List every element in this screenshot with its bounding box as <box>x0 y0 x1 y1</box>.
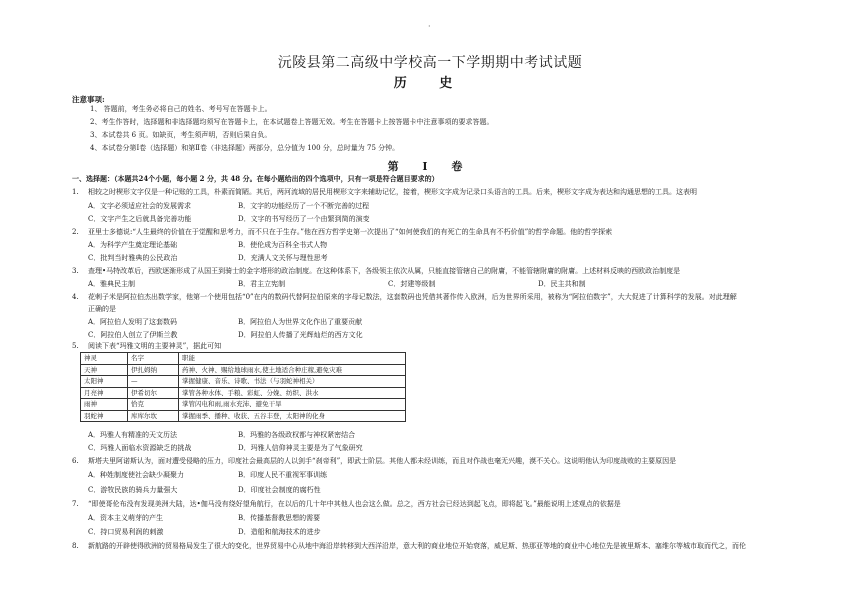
question-stem: 查理•马特改革后，西欧逐渐形成了从国王到骑士的金字塔形的政治制度。在这种体系下，各级领主依次从属，只能直接管辖自己的附庸，不能管辖附庸的附庸。上述材料反映的西欧政治制度是 <box>88 267 681 275</box>
question-number: 3. <box>72 267 79 275</box>
maya-gods-table <box>80 352 406 422</box>
column-header: 神灵 <box>81 353 128 365</box>
question-number: 6. <box>72 457 79 465</box>
question-6 <box>72 456 676 466</box>
table-cell: 伊扎姆纳 <box>128 364 179 376</box>
question-number: 5. <box>72 342 79 350</box>
notice-item: 2、考生作答时，选择题和非选择题均须写在答题卡上，在本试题卷上答题无效。考生在答题卡上按答题卡中注意事项的要求答题。 <box>90 118 494 126</box>
volume-heading: 第 Ⅰ 卷 <box>387 160 473 173</box>
option-d: D．民主共和制 <box>538 280 586 288</box>
subject-heading: 历 史 <box>393 76 467 91</box>
option-d: D．阿拉伯人传播了光辉灿烂的西方文化 <box>238 331 363 339</box>
table-cell: 羽蛇神 <box>81 410 128 422</box>
question-number: 1. <box>72 188 79 196</box>
question-2 <box>72 227 612 237</box>
option-c: C．批判当时雅典的公民政治 <box>88 254 178 262</box>
option-b: B．阿拉伯人为世界文化作出了重要贡献 <box>238 318 363 326</box>
exam-title: 沅陵县第二高级中学校高一下学期期中考试试题 <box>277 55 583 71</box>
question-stem: 新航路的开辟使得欧洲的贸易格局发生了很大的变化，世界贸易中心从地中海沿岸转移到大西洋沿岸，意大利的商业地位开始衰落，威尼斯、热那亚等地的商业中心地位先是被里斯本、塞维尔等城市取而代之，而伦 <box>88 542 746 550</box>
question-number: 7. <box>72 500 79 508</box>
question-stem: 亚里士多德说:“人生最终的价值在于觉醒和思考力，而不只在于生存。”他在西方哲学史第一次提出了“如何使我们的有死亡的生命具有不朽价值”的哲学命题。他的哲学探索 <box>88 228 613 236</box>
option-b: B．君主立宪制 <box>238 280 286 288</box>
option-b: B．使伦成为百科全书式人物 <box>238 241 328 249</box>
option-c: C．玛雅人面临水资源缺乏的挑战 <box>88 444 192 452</box>
table-header-row <box>81 353 406 365</box>
option-d: D．印度社会制度的腐朽性 <box>238 486 321 494</box>
section-heading: 一、选择题：（本题共24个小题，每小题 2 分，共 48 分。在每小题给出的四个选项中，只有一项是符合题目要求的） <box>72 174 439 183</box>
question-8 <box>72 541 746 551</box>
table-row <box>81 410 406 422</box>
option-c: C．文字产生之后就具备完善功能 <box>88 215 192 223</box>
notice-item: 1、 答题前，考生务必将自己的姓名、考号写在答题卡上。 <box>90 105 272 113</box>
table-cell: 掌管各种水体、手粮、彩虹、分娩、纺织、洪水 <box>179 387 406 399</box>
option-c: C．游牧民族的骑兵力量强大 <box>88 486 178 494</box>
option-b: B．印度人民不重视军事训练 <box>238 471 328 479</box>
option-b: B．文字的功能经历了一个不断完善的过程 <box>238 202 370 210</box>
question-number: 8. <box>72 542 79 550</box>
option-a: A．为科学产生奠定理论基础 <box>88 241 178 249</box>
question-stem: 斯塔夫里阿诺斯认为，面对遭受侵略的压力，印度社会最高层的人以剑手“刹帝利”，即武士阶层。其他人都未经训练，而且对作战也毫无兴趣，漠不关心。这说明他认为印度战败的主要原因是 <box>88 457 677 465</box>
column-header: 名字 <box>128 353 179 365</box>
question-stem: 阅读下表“玛雅文明的主要神灵”，据此可知 <box>88 342 222 350</box>
table-row <box>81 387 406 399</box>
table-cell: 掌握健康、音乐、诗歌、书法（与羽蛇神相关） <box>179 376 406 388</box>
table-row <box>81 364 406 376</box>
option-a: A．雅典民主制 <box>88 280 136 288</box>
notice-item: 4、本试卷分第Ⅰ卷（选择题）和第Ⅱ卷（非选择题）两部分，总分值为 100 分，总时量为 75 分钟。 <box>90 144 400 152</box>
option-a: A．阿拉伯人发明了这套数码 <box>88 318 178 326</box>
question-number: 2. <box>72 228 79 236</box>
notice-item: 3、本试卷共 6 页。如缺页，考生须声明，否则后果自负。 <box>90 131 272 139</box>
table-row <box>81 376 406 388</box>
option-d: D．充满人文关怀与理性思考 <box>238 254 328 262</box>
table-cell: 掌管闪电和雨,雨水充沛、避免干旱 <box>179 399 406 411</box>
question-7 <box>72 499 621 509</box>
table-row <box>81 399 406 411</box>
option-d: D．文字的书写经历了一个由繁到简的演变 <box>238 215 370 223</box>
option-a: A．文字必须适应社会的发展需求 <box>88 202 192 210</box>
question-5 <box>72 341 221 351</box>
notice-heading: 注意事项: <box>72 95 105 104</box>
table-cell: 药神、火神、赐给地球雨水,使土地适合种庄稼,避免灾难 <box>179 364 406 376</box>
question-stem-continued: 正确的是 <box>88 305 116 313</box>
column-header: 职能 <box>179 353 406 365</box>
table-cell: 太阳神 <box>81 376 128 388</box>
table-cell: 月亮神 <box>81 387 128 399</box>
table-cell: 伊希切尔 <box>128 387 179 399</box>
question-stem: 花剌子米是阿拉伯杰出数学家，他第一个使用包括“0”在内的数码代替阿拉伯原来的字母记数法，这套数码也凭借其著作传入欧洲，后为世界所采用，被称为“阿拉伯数字”，大大促进了计算科学的发展。对此理解 <box>88 293 737 301</box>
question-stem: 相较之时楔形文字仅是一种记账的工具，朴素而简陋。其后，两河流域的居民用楔形文字来辅助记忆，接着，楔形文字成为记录口头语言的工具。后来，楔形文字成为表达和沟通思想的工具。这表明 <box>88 188 697 196</box>
question-4 <box>72 292 737 302</box>
table-cell: 恰克 <box>128 399 179 411</box>
question-number: 4. <box>72 293 79 301</box>
question-3 <box>72 266 680 276</box>
option-b: B．传播基督教思想的需要 <box>238 514 321 522</box>
table-cell: 天神 <box>81 364 128 376</box>
option-a: A．玛雅人有精准的天文历法 <box>88 431 178 439</box>
option-d: D．玛雅人信仰神灵主要是为了气象研究 <box>238 444 363 452</box>
option-c: C．阿拉伯人创立了伊斯兰教 <box>88 331 178 339</box>
table-cell: 库库尔坎 <box>128 410 179 422</box>
question-1 <box>72 187 697 197</box>
table-cell: 掌握雨季、播种、收获、五谷丰登，太阳神的化身 <box>179 410 406 422</box>
table-cell: — <box>128 376 179 388</box>
table-cell: 雨神 <box>81 399 128 411</box>
option-a: A．资本主义萌芽的产生 <box>88 514 164 522</box>
question-stem: “即使哥伦布没有发现美洲大陆，达•伽马没有绕好望角航行，在以后的几十年中其他人也会这么做。总之，西方社会已经达到起飞点，即将起飞。”最能说明上述观点的依据是 <box>88 500 621 508</box>
option-d: D．造船和航海技术的进步 <box>238 528 321 536</box>
option-c: C．封建等级制 <box>388 280 436 288</box>
option-b: B．玛雅的各级政权都与神权紧密结合 <box>238 431 356 439</box>
option-c: C．持口贸易利润的刺激 <box>88 528 164 536</box>
option-a: A．种姓制度使社会缺少凝聚力 <box>88 471 185 479</box>
top-dot: · <box>428 22 431 31</box>
